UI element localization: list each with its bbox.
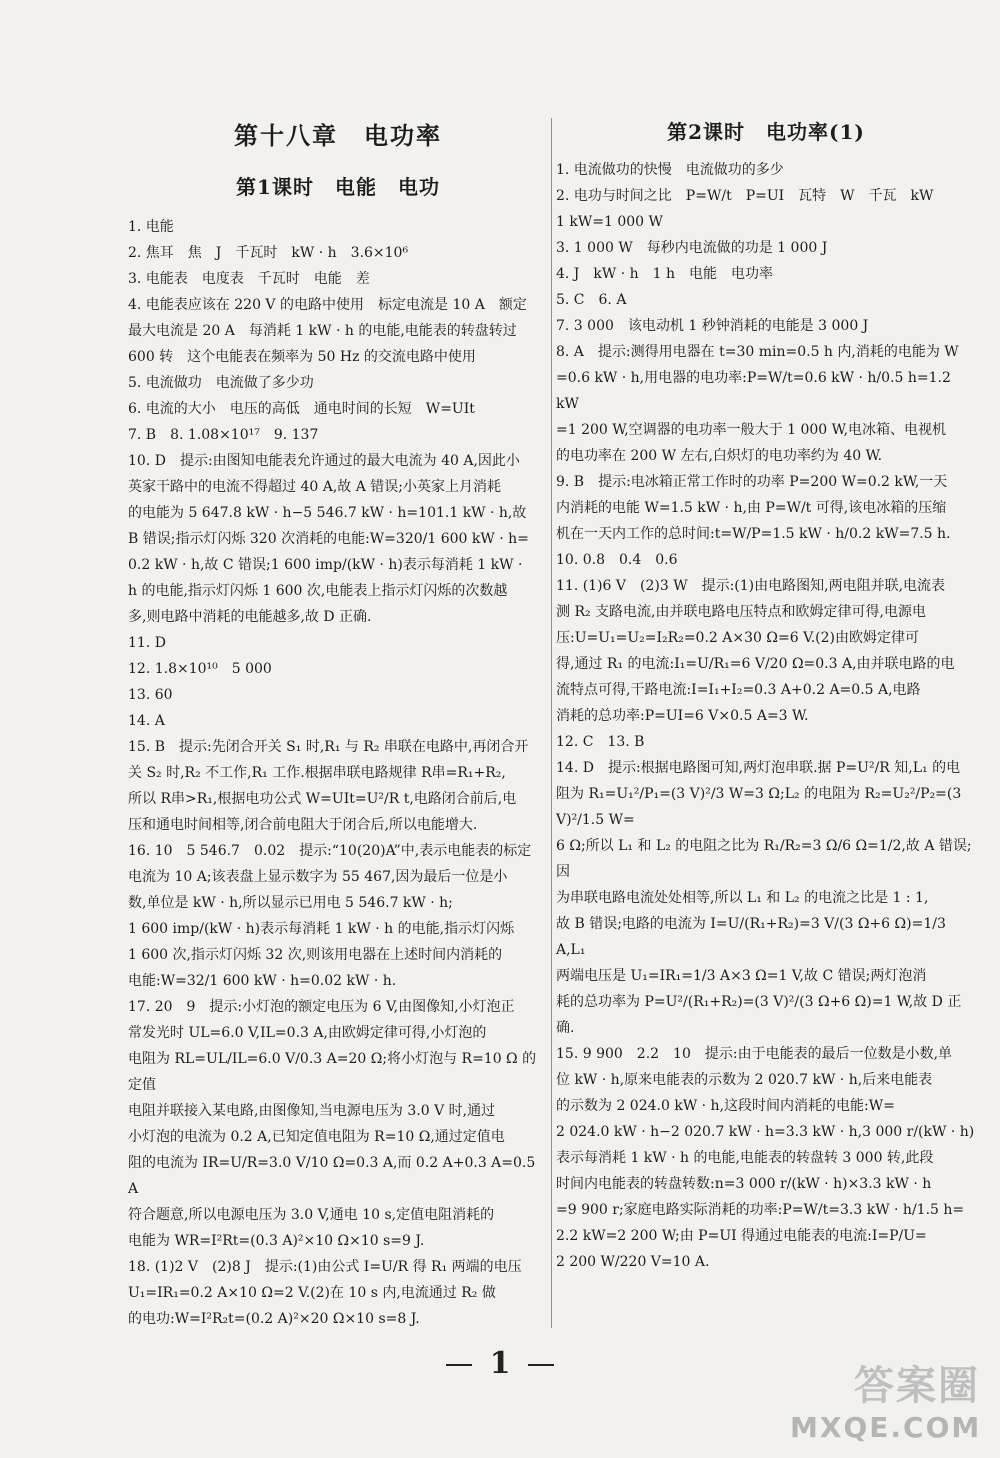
answer-line: 8. A 提示:测得用电器在 t=30 min=0.5 h 内,消耗的电能为 W (556, 344, 959, 360)
answer-line: 14. D 提示:根据电路图可知,两灯泡串联.据 P=U²/R 知,L₁ 的电 (556, 760, 961, 776)
watermark-logo (790, 1354, 980, 1444)
watermark-top-text: 答案圈 (854, 1363, 980, 1409)
answer-line: 11. D (128, 635, 166, 651)
answer-line: 1 600 次,指示灯闪烁 32 次,则该用电器在上述时间内消耗的 (128, 947, 503, 963)
answer-line: 13. 60 (128, 687, 173, 703)
answer-line: 2. 电功与时间之比 P=W/t P=UI 瓦特 W 千瓦 kW (556, 188, 934, 204)
answer-line: 电阻为 RL=UL/IL=6.0 V/0.3 A=20 Ω;将小灯泡与 R=10 Ω 的定值 (128, 1051, 537, 1093)
answer-line: 4. J kW · h 1 h 电能 电功率 (556, 266, 774, 282)
answer-line: 15. 9 900 2.2 10 提示:由于电能表的最后一位数是小数,单 (556, 1046, 953, 1062)
answer-line: 3. 电能表 电度表 千瓦时 电能 差 (128, 271, 370, 287)
answer-line: 最大电流是 20 A 每消耗 1 kW · h 的电能,电能表的转盘转过 (128, 323, 517, 339)
answer-line: 15. B 提示:先闭合开关 S₁ 时,R₁ 与 R₂ 串联在电路中,再闭合开 (128, 739, 529, 755)
answer-line: 电流为 10 A;该表盘上显示数字为 55 467,因为最后一位是小 (128, 869, 508, 885)
answer-line: 14. A (128, 713, 165, 729)
answer-line: 的电功:W=I²R₂t=(0.2 A)²×20 Ω×10 s=8 J. (128, 1311, 420, 1327)
answer-line: =0.6 kW · h,用电器的电功率:P=W/t=0.6 kW · h/0.5 h=1.2 kW (556, 370, 951, 412)
left-column (128, 112, 548, 1332)
answer-line: 数,单位是 kW · h,所以显示已用电 5 546.7 kW · h; (128, 895, 453, 911)
answer-line: =1 200 W,空调器的电功率一般大于 1 000 W,电冰箱、电视机 (556, 422, 947, 438)
dash-right (528, 1364, 554, 1366)
answer-line: 位 kW · h,原来电能表的示数为 2 020.7 kW · h,后来电能表 (556, 1072, 933, 1088)
answer-line: 6 Ω;所以 L₁ 和 L₂ 的电阻之比为 R₁/R₂=3 Ω/6 Ω=1/2,故 A 错误;因 (556, 838, 972, 880)
answer-line: 内消耗的电能 W=1.5 kW · h,由 P=W/t 可得,该电冰箱的压缩 (556, 500, 947, 516)
answer-line: 18. (1)2 V (2)8 J 提示:(1)由公式 I=U/R 得 R₁ 两端的电压 (128, 1259, 522, 1275)
answer-line: 多,则电路中消耗的电能越多,故 D 正确. (128, 609, 372, 625)
answer-line: 6. 电流的大小 电压的高低 通电时间的长短 W=UIt (128, 401, 475, 417)
answer-line: 1 600 imp/(kW · h)表示每消耗 1 kW · h 的电能,指示灯闪烁 (128, 921, 515, 937)
answer-line: 机在一天内工作的总时间:t=W/P=1.5 kW · h/0.2 kW=7.5 h. (556, 526, 951, 542)
answer-line: 1. 电能 (128, 219, 174, 235)
answer-line: 12. C 13. B (556, 734, 645, 750)
answer-line: 常发光时 UL=6.0 V,IL=0.3 A,由欧姆定律可得,小灯泡的 (128, 1025, 487, 1041)
right-column (556, 112, 976, 1275)
answer-line: 小灯泡的电流为 0.2 A,已知定值电阻为 R=10 Ω,通过定值电 (128, 1129, 505, 1145)
answer-line: 阻的电流为 IR=U/R=3.0 V/10 Ω=0.3 A,而 0.2 A+0.3 A=0.5 A (128, 1155, 536, 1197)
answer-line: 耗的总功率为 P=U²/(R₁+R₂)=(3 V)²/(3 Ω+6 Ω)=1 W,故 D 正确. (556, 994, 962, 1036)
answer-line: h 的电能,指示灯闪烁 1 600 次,电能表上指示灯闪烁的次数越 (128, 583, 508, 599)
answer-line: 0.2 kW · h,故 C 错误;1 600 imp/(kW · h)表示每消耗 1 kW · (128, 557, 523, 573)
answer-line: 为串联电路电流处处相等,所以 L₁ 和 L₂ 的电流之比是 1 : 1, (556, 890, 929, 906)
answer-line: 17. 20 9 提示:小灯泡的额定电压为 6 V,由图像知,小灯泡正 (128, 999, 515, 1015)
page-number-text: 1 (489, 1346, 511, 1381)
watermark-bottom-text: MXQE.COM (790, 1411, 982, 1444)
answer-line: 压:U=U₁=U₂=I₂R₂=0.2 A×30 Ω=6 V.(2)由欧姆定律可 (556, 630, 920, 646)
answer-line: 测 R₂ 支路电流,由并联电路电压特点和欧姆定律可得,电源电 (556, 604, 926, 620)
answer-line: 2 024.0 kW · h−2 020.7 kW · h=3.3 kW · h,3 000 r/(kW · h) (556, 1124, 975, 1140)
answer-line: 时间内电能表的转盘转数:n=3 000 r/(kW · h)×3.3 kW · h (556, 1176, 932, 1192)
right-answer-list (556, 157, 976, 1275)
answer-line: 阻为 R₁=U₁²/P₁=(3 V)²/3 W=3 Ω;L₂ 的电阻为 R₂=U₂²/P₂=(3 V)²/1.5 W= (556, 786, 962, 828)
chapter-title: 第十八章 电功率 (234, 121, 442, 150)
answer-line: 600 转 这个电能表在频率为 50 Hz 的交流电路中使用 (128, 349, 476, 365)
column-divider (551, 118, 552, 1328)
lesson-2-title: 第2课时 电功率(1) (667, 120, 865, 144)
answer-line: 得,通过 R₁ 的电流:I₁=U/R₁=6 V/20 Ω=0.3 A,由并联电路的电 (556, 656, 955, 672)
answer-line: 5. C 6. A (556, 292, 627, 308)
answer-line: 3. 1 000 W 每秒内电流做的功是 1 000 J (556, 240, 828, 256)
answer-line: 表示每消耗 1 kW · h 的电能,电能表的转盘转 3 000 转,此段 (556, 1150, 934, 1166)
answer-line: B 错误;指示灯闪烁 320 次消耗的电能:W=320/1 600 kW · h= (128, 531, 529, 547)
answer-line: 符合题意,所以电源电压为 3.0 V,通电 10 s,定值电阻消耗的 (128, 1207, 495, 1223)
answer-line: 2. 焦耳 焦 J 千瓦时 kW · h 3.6×10⁶ (128, 245, 409, 261)
answer-line: 16. 10 5 546.7 0.02 提示:“10(20)A”中,表示电能表的标定 (128, 843, 532, 859)
answer-line: U₁=IR₁=0.2 A×10 Ω=2 V.(2)在 10 s 内,电流通过 R₂ 做 (128, 1285, 496, 1301)
dash-left (446, 1364, 472, 1366)
answer-line: 11. (1)6 V (2)3 W 提示:(1)由电路图知,两电阻并联,电流表 (556, 578, 946, 594)
answer-line: 的电功率在 200 W 左右,白炽灯的电功率约为 40 W. (556, 448, 883, 464)
answer-line: 关 S₂ 时,R₂ 不工作,R₁ 工作.根据串联电路规律 R串=R₁+R₂, (128, 765, 506, 781)
answer-line: 4. 电能表应该在 220 V 的电路中使用 标定电流是 10 A 额定 (128, 297, 527, 313)
answer-line: 2.2 kW=2 200 W;由 P=UI 得通过电能表的电流:I=P/U= (556, 1228, 927, 1244)
answer-line: 的示数为 2 024.0 kW · h,这段时间内消耗的电能:W= (556, 1098, 895, 1114)
answer-line: =9 900 r;家庭电路实际消耗的功率:P=W/t=3.3 kW · h/1.5 h= (556, 1202, 965, 1218)
answer-line: 英家干路中的电流不得超过 40 A,故 A 错误;小英家上月消耗 (128, 479, 502, 495)
answer-line: 流特点可得,干路电流:I=I₁+I₂=0.3 A+0.2 A=0.5 A,电路 (556, 682, 921, 698)
answer-line: 消耗的总功率:P=UI=6 V×0.5 A=3 W. (556, 708, 809, 724)
answer-line: 所以 R串>R₁,根据电功公式 W=UIt=U²/R t,电路闭合前后,电 (128, 791, 517, 807)
answer-line: 电阻并联接入某电路,由图像知,当电源电压为 3.0 V 时,通过 (128, 1103, 496, 1119)
answer-line: 10. D 提示:由图知电能表允许通过的最大电流为 40 A,因此小 (128, 453, 520, 469)
answer-line: 5. 电流做功 电流做了多少功 (128, 375, 314, 391)
answer-line: 压和通电时间相等,闭合前电阻大于闭合后,所以电能增大. (128, 817, 478, 833)
answer-line: 故 B 错误;电路的电流为 I=U/(R₁+R₂)=3 V/(3 Ω+6 Ω)=1/3 A,L₁ (556, 916, 946, 958)
answer-line: 电能:W=32/1 600 kW · h=0.02 kW · h. (128, 973, 397, 989)
answer-line: 两端电压是 U₁=IR₁=1/3 A×3 Ω=1 V,故 C 错误;两灯泡消 (556, 968, 927, 984)
answer-line: 10. 0.8 0.4 0.6 (556, 552, 678, 568)
answer-line: 9. B 提示:电冰箱正常工作时的功率 P=200 W=0.2 kW,一天 (556, 474, 948, 490)
answer-line: 7. B 8. 1.08×10¹⁷ 9. 137 (128, 427, 319, 443)
lesson-1-title: 第1课时 电能 电功 (236, 175, 440, 199)
answer-line: 2 200 W/220 V=10 A. (556, 1254, 710, 1270)
left-answer-list (128, 214, 548, 1332)
answer-line: 12. 1.8×10¹⁰ 5 000 (128, 661, 272, 677)
answer-line: 7. 3 000 该电动机 1 秒钟消耗的电能是 3 000 J (556, 318, 869, 334)
answer-line: 的电能为 5 647.8 kW · h−5 546.7 kW · h=101.1 kW · h,故 (128, 505, 527, 521)
answer-line: 1 kW=1 000 W (556, 214, 663, 230)
answer-line: 1. 电流做功的快慢 电流做功的多少 (556, 162, 784, 178)
answer-line: 电能为 WR=I²Rt=(0.3 A)²×10 Ω×10 s=9 J. (128, 1233, 425, 1249)
